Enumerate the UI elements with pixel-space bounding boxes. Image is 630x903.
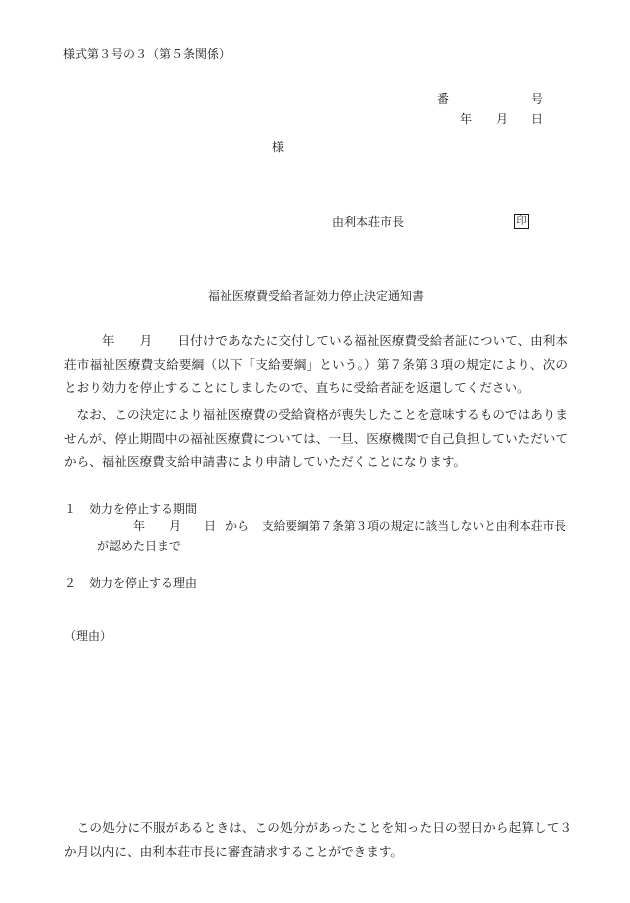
item2-title: 効力を停止する理由 [89, 576, 198, 590]
item1-day: 日 [204, 519, 217, 533]
body-paragraph-1: 年 月 日付けであなたに交付している福祉医療費受給者証について、由利本荘市福祉医療費支給要綱（以下「支給要綱」という。）第７条第３項の規定により、次のとおり効力を停止することにしましたので、直ちに受給者証を返還してください。 [64, 333, 568, 395]
reason-label: （理由） [64, 629, 113, 643]
item1-month: 月 [169, 519, 182, 533]
issuer-name: 由利本荘市長 [332, 215, 405, 229]
form-label: 様式第３号の３（第５条関係） [63, 47, 232, 61]
date-month: 月 [496, 112, 509, 126]
item1-number: １ [64, 502, 77, 516]
date-year: 年 [460, 112, 473, 126]
appeal-notice: この処分に不服があるときは、この処分があったことを知った日の翌日から起算して３か月以内に、由利本荘市長に審査請求することができます。 [64, 820, 572, 859]
item1-year: 年 [133, 519, 146, 533]
number-suffix: 号 [531, 92, 544, 106]
date-day: 日 [531, 112, 544, 126]
recipient-honorific: 様 [272, 140, 285, 154]
document-title: 福祉医療費受給者証効力停止決定通知書 [208, 289, 425, 303]
item1-text-line1: 支給要綱第７条第３項の規定に該当しないと由利本荘市長 [262, 519, 566, 533]
body-paragraph-2: なお、この決定により福祉医療費の受給資格が喪失したことを意味するものではありませんが、停止期間中の福祉医療費については、一旦、医療機関で自己負担していただいてから、福祉医療費支給申請書により申請していただくことになります。 [64, 407, 568, 469]
seal-stamp: 印 [514, 214, 529, 229]
number-label: 番 [437, 92, 450, 106]
item1-title: 効力を停止する期間 [89, 502, 198, 516]
item1-kara: から [225, 519, 250, 533]
item2-number: ２ [64, 576, 77, 590]
item1-text-line2: が認めた日まで [97, 539, 182, 553]
